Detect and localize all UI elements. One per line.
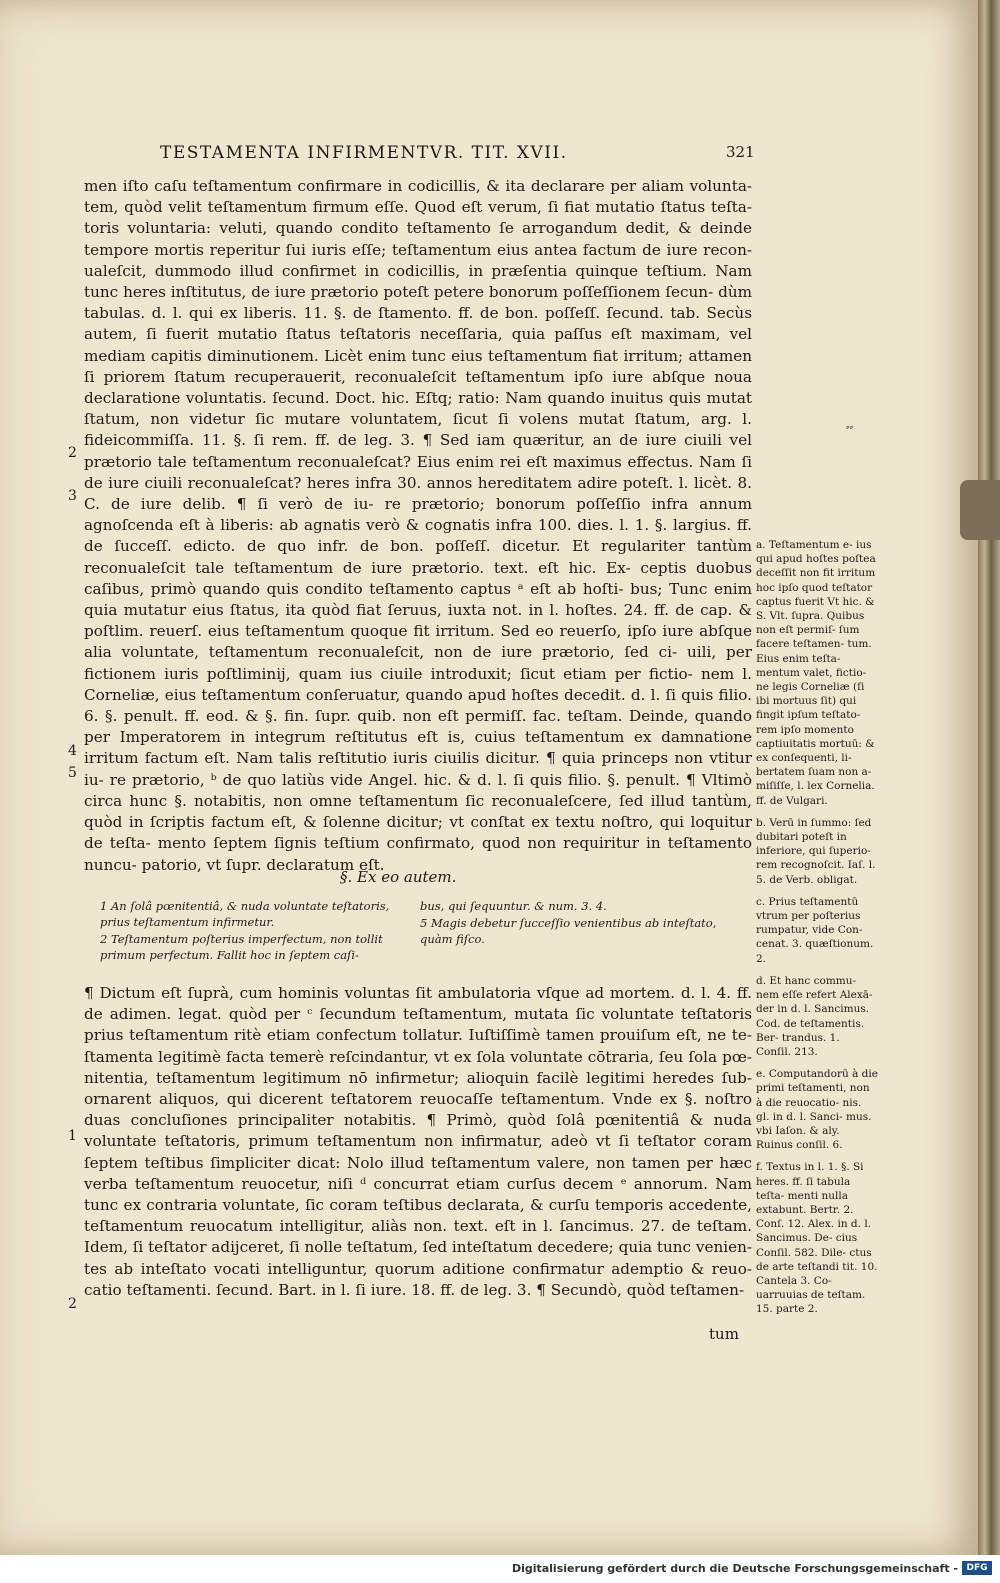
running-head: TESTAMENTA INFIRMENTVR. TIT. XVII. bbox=[160, 143, 568, 163]
margin-number: 2 bbox=[68, 445, 77, 461]
side-notes bbox=[756, 538, 878, 1325]
summary-left bbox=[100, 898, 400, 964]
side-note: c. Prius teſtamentū vtrum per poſterius rumpatur, vide Con- cenat. 3. quæſtionum. 2. bbox=[756, 895, 874, 965]
main-text-block-2 bbox=[84, 983, 752, 1301]
margin-number: 5 bbox=[68, 765, 77, 781]
side-note: b. Verū in ſummo: ſed dubitari poteſt in inferiore, qui ſuperio- rem recognoſcit. Iaſ. l. 5. de Verb. obligat. bbox=[756, 816, 876, 886]
main-paragraph: men iſto caſu teſtamentum confirmare in codicillis, & ita declarare per aliam volunta- tem, quòd velit teſtamentum firmum eſſe. Quod eſt verum, ſi fiat mutatio ſtatus teſta- toris voluntaria: veluti, quando condito teſtamento ſe arrogandum dedit, & deinde tempore mortis reperitur ſui iuris eſſe; teſtamentum eius antea factum de iure recon- ualeſcit, dummodo illud confirmet in codicillis, in præſentia quinque teſtium. Nam tunc heres inſtitutus, de iure prætorio poteſt petere bonorum poſſeſſionem ſecun- dùm tabulas. d. l. qui ex liberis. 11. §. de ſtamento. ff. de bon. poſſeſſ. ſecund. tab. Secùs autem, ſi fuerit mutatio ſtatus teſtatoris neceſſaria, quia paſſus eſt maximam, vel mediam capitis diminutionem. Licèt enim tunc eius teſtamentum fiat irritum; attamen ſi priorem ſtatum recuperauerit, reconualeſcit teſtamentum ipſo iure abſque noua declaratione voluntatis. ſecund. Doct. hic. Eſtq; ratio: Nam quando inuitus quis mutat ſtatum, non videtur ſic mutare voluntatem, ſicut ſi volens mutat ſtatum, arg. l. fideicommiſſa. 11. §. ſi rem. ff. de leg. 3. ¶ Sed iam quæritur, an de iure ciuili vel prætorio tale teſtamentum reconualeſcat? Eius enim rei eſt maximus effectus. Nam ſi de iure ciuili reconualeſcat? heres infra 30. annos hereditatem adire poteſt. l. licèt. 8. C. de iure delib. ¶ ſi verò de iu- re prætorio; bonorum poſſeſſio infra annum agnoſcenda eſt à liberis: ab agnatis verò & cognatis infra 100. dies. l. 1. §. largius. ff. de ſucceſſ. edicto. de quo infr. de bon. poſſeſſ. dicetur. Et regulariter tantùm reconualeſcit tale teſtamentum de iure prætorio. text. eſt hic. Ex- ceptis duobus caſibus, primò quando quis condito teſtamento captus ᵃ eſt ab hoſti- bus; Tunc enim quia mutatur eius ſtatus, ita quòd fiat ſeruus, iuxta not. in l. hoſtes. 24. ff. de cap. & poſtlim. reuerſ. eius teſtamentum quoque fit irritum. Sed eo reuerſo, ipſo iure abſque alia voluntate, teſtamentum reconualeſcit, non de iure prætorio, ſed ci- uili, per fictionem iuris poſtliminij, quam ius ciuile introduxit; ſicut etiam per fictio- nem l. Corneliæ, eius teſtamentum conſeruatur, quando apud hoſtes decedit. d. l. ſi quis filio. 6. §. penult. ff. eod. & §. fin. ſupr. quib. non eſt permiſſ. fac. teſtam. Deinde, quando per Imperatorem in integrum reſtitutus eſt is, cuius teſtamentum ex damnatione irritum factum eſt. Nam talis reſtitutio iuris ciuilis dicitur. ¶ quia princeps non vtitur iu- re prætorio, ᵇ de quo latiùs vide Angel. hic. & d. l. ſi quis filio. §. penult. ¶ Vltimò circa hunc §. notabitis, non omne teſtamentum ſic reconualeſcere, ſed illud tantùm, quòd in ſcriptis factum eſt, & ſolenne dicitur; vt conſtat ex textu noſtro, qui loquitur de teſta- mento ſeptem ſignis teſtium confirmato, quod non requiritur in teſtamento nuncu- patorio, vt ſupr. declaratum eſt. bbox=[84, 177, 752, 874]
summary-right bbox=[420, 898, 750, 948]
dfg-logo: DFG bbox=[962, 1561, 992, 1575]
page-number: 321 bbox=[726, 143, 755, 161]
margin-number: 2 bbox=[68, 1296, 77, 1312]
side-note: a. Teſtamentum e- ius qui apud hoſtes poſtea deceſſit non fit irritum hoc ipſo quod teſtator captus fuerit Vt hic. & S. Vlt. ſupra. Quibus non eſt permiſ- ſum facere teſtamen- tum. Eius enim teſta- mentum valet, fictio- ne legis Corneliæ (ſi ibi mortuus ſit) qui fingit ipſum teſtato- rem ipſo momento captiuitatis mortuū: & ex conſequenti, li- bertatem ſuam non a- miſiſſe, l. lex Cornelia. ff. de Vulgari. bbox=[756, 539, 876, 807]
main-text-block bbox=[84, 176, 752, 876]
summary-item: 2 Teſtamentum poſterius imperfectum, non tollit primum perfectum. Fallit hoc in ſeptem caſi- bbox=[100, 932, 383, 962]
section-heading: §. Ex eo autem. bbox=[340, 868, 457, 886]
page-edge bbox=[978, 0, 1000, 1555]
margin-number: 4 bbox=[68, 743, 77, 759]
margin-number: 1 bbox=[68, 1128, 77, 1144]
summary-item: bus, qui ſequuntur. & num. 3. 4. bbox=[420, 899, 607, 913]
footer-credit: Digitalisierung gefördert durch die Deutsche Forschungsgemeinschaft - bbox=[511, 1562, 958, 1575]
summary-item: 5 Magis debetur ſucceſſio venientibus ab inteſtato, quàm fiſco. bbox=[420, 916, 717, 946]
main-paragraph: ¶ Dictum eſt ſuprà, cum hominis voluntas ſit ambulatoria vſque ad mortem. d. l. 4. ff. de adimen. legat. quòd per ᶜ ſecundum teſtamentum, mutata ſic voluntate teſtatoris prius teſtamentum ritè etiam confectum tollatur. Iuſtiſſimè tamen prouiſum eſt, ne te- ſtamenta legitimè facta temerè reſcindantur, vt ex ſola voluntate cōtraria, ſeu ſola pœ- nitentia, teſtamentum legitimum nō infirmetur; alioquin facilè legitimi heredes ſub- ornarent aliquos, qui dicerent teſtatorem reuocaſſe teſtamentum. Vnde ex §. noſtro duas concluſiones principaliter notabitis. ¶ Primò, quòd ſolâ pœnitentiâ & nuda voluntate teſtatoris, primum teſtamentum non infirmatur, adeò vt ſi teſtator coram ſeptem teſtibus ſimpliciter dicat: Nolo illud teſtamentum valere, non tamen per hæc verba teſtamentum reuocetur, niſi ᵈ concurrat etiam curſus decem ᵉ annorum. Nam tunc ex contraria voluntate, ſic coram teſtibus declarata, & curſu temporis accedente, teſtamentum reuocatum intelligitur, aliàs non. text. eſt in l. ſancimus. 27. de teſtam. Idem, ſi teſtator adijceret, ſi nolle teſtatum, ſed inteſtatum decedere; quia tunc venien- tes ab inteſtato vocati intelliguntur, quorum aditione confirmatur ademptio & reuo- catio teſtamenti. ſecund. Bart. in l. ſi iure. 18. ff. de leg. 3. ¶ Secundò, quòd teſtamen- bbox=[84, 984, 752, 1299]
margin-mark: ⸗⸗ bbox=[846, 420, 854, 433]
book-clasp bbox=[960, 480, 1000, 540]
side-note: d. Et hanc commu- nem eſſe refert Alexā- der in d. l. Sancimus. Cod. de teſtamentis. Ber- trandus. 1. Conſil. 213. bbox=[756, 974, 873, 1058]
summary-item: 1 An ſolâ pœnitentiâ, & nuda voluntate teſtatoris, prius teſtamentum infirmetur. bbox=[100, 899, 390, 929]
catch-word: tum bbox=[709, 1325, 739, 1343]
side-note: e. Computandorū à die primi teſtamenti, non à die reuocatio- nis. gl. in d. l. Sanci- mus. vbi Iaſon. & aly. Ruinus conſil. 6. bbox=[756, 1068, 878, 1152]
side-note: f. Textus in l. 1. §. Si heres. ff. ſi tabula teſta- menti nulla extabunt. Bertr. 2. Conſ. 12. Alex. in d. l. Sancimus. De- cius Conſil. 582. Dile- ctus de arte teſtandi tit. 10. Cantela 3. Co- uarruuias de teſtam. 15. parte 2. bbox=[756, 1161, 878, 1316]
margin-number: 3 bbox=[68, 488, 77, 504]
